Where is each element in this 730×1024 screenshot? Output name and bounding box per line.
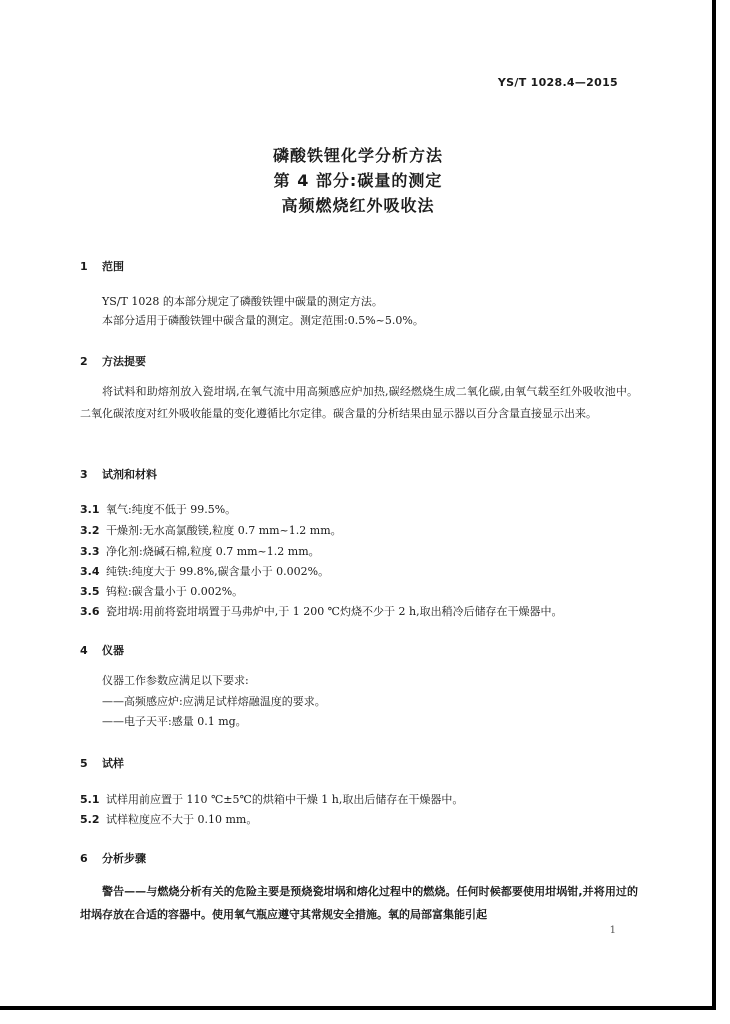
reagent-item	[80, 522, 342, 538]
item-number: 3.1	[80, 503, 100, 516]
reagent-item	[80, 501, 236, 517]
item-text: 试样用前应置于 110 ℃±5℃的烘箱中干燥 1 h,取出后储存在干燥器中。	[106, 793, 464, 806]
section-title: 方法提要	[102, 355, 146, 368]
section-title: 试剂和材料	[102, 468, 157, 481]
instrument-intro: 仪器工作参数应满足以下要求:	[102, 674, 249, 687]
reagent-item	[80, 583, 243, 599]
section-heading-scope	[80, 258, 124, 274]
item-number: 3.4	[80, 565, 100, 578]
section-title: 仪器	[102, 644, 124, 657]
section-number: 2	[80, 355, 88, 368]
section-number: 3	[80, 468, 88, 481]
sample-item	[80, 811, 257, 827]
item-text: 钨粒:碳含量小于 0.002%。	[106, 585, 244, 598]
document-title-line3: 高频燃烧红外吸收法	[281, 196, 435, 215]
instrument-item: ——高频感应炉:应满足试样熔融温度的要求。	[102, 695, 326, 708]
section-heading-reagents	[80, 466, 157, 482]
item-text: 净化剂:烧碱石棉,粒度 0.7 mm~1.2 mm。	[106, 545, 320, 558]
item-text: 瓷坩埚:用前将瓷坩埚置于马弗炉中,于 1 200 ℃灼烧不少于 2 h,取出稍冷后储存在干燥器中。	[106, 605, 563, 618]
section-heading-instruments	[80, 642, 124, 658]
document-title-line2: 第 4 部分:碳量的测定	[273, 171, 443, 190]
item-text: 纯铁:纯度大于 99.8%,碳含量小于 0.002%。	[106, 565, 330, 578]
section-title: 范围	[102, 260, 124, 273]
item-number: 5.1	[80, 793, 100, 806]
section-title: 试样	[102, 757, 124, 770]
scope-paragraph-1: YS/T 1028 的本部分规定了磷酸铁锂中碳量的测定方法。	[102, 295, 383, 308]
item-number: 5.2	[80, 813, 100, 826]
section-number: 5	[80, 757, 88, 770]
item-text: 氧气:纯度不低于 99.5%。	[106, 503, 237, 516]
section-heading-samples	[80, 755, 124, 771]
instrument-item: ——电子天平:感量 0.1 mg。	[102, 715, 247, 728]
section-heading-principle	[80, 353, 146, 369]
item-text: 试样粒度应不大于 0.10 mm。	[106, 813, 258, 826]
document-title-line1: 磷酸铁锂化学分析方法	[272, 146, 443, 165]
section-number: 6	[80, 852, 88, 865]
reagent-item	[80, 603, 563, 619]
reagent-item	[80, 543, 320, 559]
item-text: 干燥剂:无水高氯酸镁,粒度 0.7 mm~1.2 mm。	[106, 524, 342, 537]
standard-code: YS/T 1028.4—2015	[497, 76, 618, 89]
section-title: 分析步骤	[102, 852, 146, 865]
sample-item	[80, 791, 463, 807]
reagent-item	[80, 563, 329, 579]
safety-warning: 警告——与燃烧分析有关的危险主要是预烧瓷坩埚和熔化过程中的燃烧。任何时候都要使用坩埚钳,并将用过的坩埚存放在合适的容器中。使用氧气瓶应遵守其常规安全措施。氧的局部富集能引起	[80, 885, 638, 921]
scope-paragraph-2: 本部分适用于磷酸铁锂中碳含量的测定。测定范围:0.5%~5.0%。	[102, 314, 424, 327]
page-number: 1	[609, 925, 616, 936]
principle-paragraph: 将试料和助熔剂放入瓷坩埚,在氧气流中用高频感应炉加热,碳经燃烧生成二氧化碳,由氧气载至红外吸收池中。二氧化碳浓度对红外吸收能量的变化遵循比尔定律。碳含量的分析结果由显示器以百分含量直接显示出来。	[80, 385, 638, 420]
item-number: 3.5	[80, 585, 100, 598]
item-number: 3.3	[80, 545, 100, 558]
item-number: 3.6	[80, 605, 100, 618]
item-number: 3.2	[80, 524, 100, 537]
section-number: 1	[80, 260, 88, 273]
section-heading-procedure	[80, 850, 146, 866]
section-number: 4	[80, 644, 88, 657]
